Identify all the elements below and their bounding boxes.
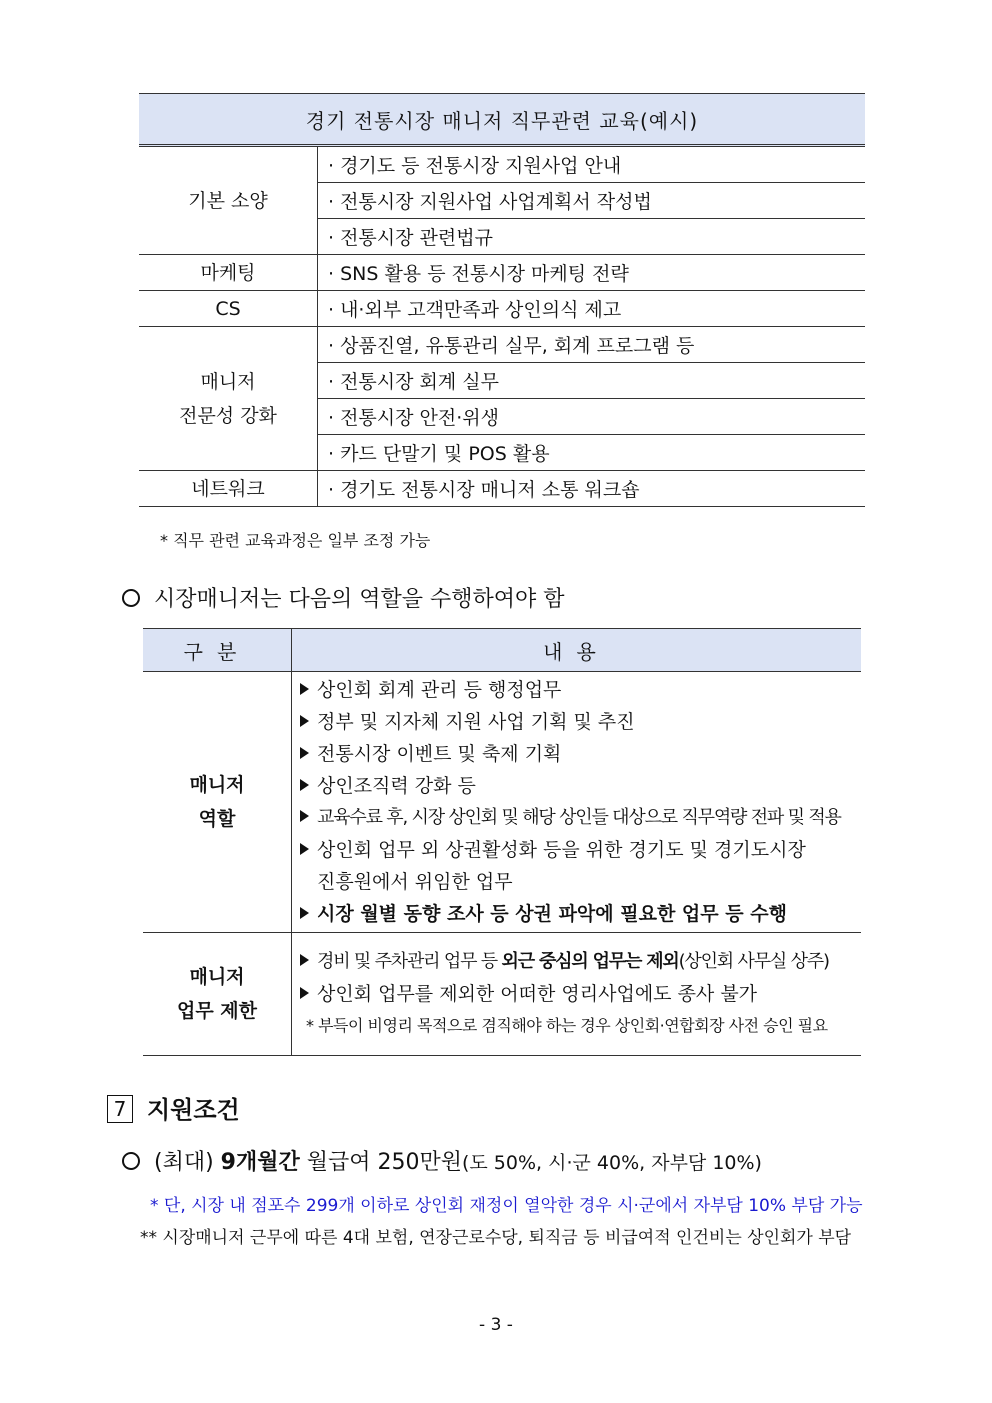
circle-bullet-icon — [122, 589, 140, 607]
support-note-2: ** 시장매니저 근무에 따른 4대 보험, 연장근로수당, 퇴직금 등 비급여적 인건비는 상인회가 부담 — [140, 1228, 852, 1248]
support-note-1: * 단, 시장 내 점포수 299개 이하로 상인회 재정이 열악한 경우 시·군에서 자부담 10% 부담 가능 — [150, 1196, 863, 1216]
limit-category-line2: 업무 제한 — [176, 1000, 258, 1022]
role-item: 전통시장 이벤트 및 축제 기획 — [300, 738, 861, 770]
education-item: · 전통시장 안전·위생 — [318, 399, 866, 435]
role-items — [292, 672, 862, 933]
roles-heading-text: 시장매니저는 다음의 역할을 수행하여야 함 — [154, 587, 565, 612]
role-category-line2: 역할 — [198, 808, 236, 830]
education-item: · 전통시장 관련법규 — [318, 219, 866, 255]
education-item: · 전통시장 지원사업 사업계획서 작성법 — [318, 183, 866, 219]
education-item: · 카드 단말기 및 POS 활용 — [318, 435, 866, 471]
triangle-bullet-icon — [300, 779, 309, 791]
triangle-bullet-icon — [300, 954, 309, 966]
roles-heading — [122, 582, 565, 613]
triangle-bullet-icon — [300, 683, 309, 695]
triangle-bullet-icon — [300, 843, 309, 855]
category-marketing: 마케팅 — [139, 255, 318, 291]
education-table — [139, 93, 865, 507]
role-item: 상인회 회계 관리 등 행정업무 — [300, 674, 861, 706]
triangle-bullet-icon — [300, 747, 309, 759]
limit-category — [143, 933, 292, 1056]
support-condition: (최대) 9개월간 월급여 250만원(도 50%, 시·군 40%, 자부담 10%) — [122, 1145, 762, 1176]
education-item: · 전통시장 회계 실무 — [318, 363, 866, 399]
education-item: · SNS 활용 등 전통시장 마케팅 전략 — [318, 255, 866, 291]
role-item: 시장 월별 동향 조사 등 상권 파악에 필요한 업무 등 수행 — [300, 898, 861, 930]
triangle-bullet-icon — [300, 987, 309, 999]
limit-category-line1: 매니저 — [189, 966, 245, 988]
limit-item: 상인회 업무를 제외한 어떠한 영리사업에도 종사 불가 — [300, 978, 861, 1010]
section-number-box: 7 — [107, 1095, 133, 1123]
header-content: 내용 — [292, 629, 862, 672]
triangle-bullet-icon — [300, 907, 309, 919]
education-item: · 경기도 등 전통시장 지원사업 안내 — [318, 146, 866, 183]
education-table-title: 경기 전통시장 매니저 직무관련 교육(예시) — [139, 94, 865, 146]
section7-heading — [107, 1090, 240, 1125]
role-item: 교육수료 후, 시장 상인회 및 해당 상인들 대상으로 직무역량 전파 및 적용 — [300, 802, 861, 834]
role-item: 정부 및 지자체 지원 사업 기획 및 추진 — [300, 706, 861, 738]
manager-roles-table — [143, 628, 861, 1056]
page-number: - 3 - — [479, 1315, 513, 1335]
role-item-continuation: 진흥원에서 위임한 업무 — [317, 871, 513, 893]
education-item: · 내·외부 고객만족과 상인의식 제고 — [318, 291, 866, 327]
education-item: · 상품진열, 유통관리 실무, 회계 프로그램 등 — [318, 327, 866, 363]
role-item: 상인회 업무 외 상권활성화 등을 위한 경기도 및 경기도시장 — [300, 834, 861, 866]
category-basic: 기본 소양 — [139, 146, 318, 255]
triangle-bullet-icon — [300, 715, 309, 727]
circle-bullet-icon — [122, 1152, 140, 1170]
role-item: 상인조직력 강화 등 — [300, 770, 861, 802]
section7-title: 지원조건 — [147, 1096, 240, 1124]
limit-note: * 부득이 비영리 목적으로 겸직해야 하는 경우 상인회·연합회장 사전 승인 필요 — [306, 1016, 828, 1035]
limit-item: 경비 및 주차관리 업무 등 외근 중심의 업무는 제외(상인회 사무실 상주) — [300, 946, 861, 978]
role-category — [143, 672, 292, 933]
education-item: · 경기도 전통시장 매니저 소통 워크숍 — [318, 471, 866, 507]
category-expertise-line1: 매니저 — [200, 370, 256, 393]
limit-items — [292, 933, 862, 1056]
education-note: * 직무 관련 교육과정은 일부 조정 가능 — [160, 531, 431, 550]
header-category: 구분 — [143, 629, 292, 672]
category-expertise-line2: 전문성 강화 — [179, 404, 277, 427]
category-network: 네트워크 — [139, 471, 318, 507]
category-expertise — [139, 327, 318, 471]
role-category-line1: 매니저 — [189, 774, 245, 796]
category-cs: CS — [139, 291, 318, 327]
triangle-bullet-icon — [300, 810, 309, 822]
